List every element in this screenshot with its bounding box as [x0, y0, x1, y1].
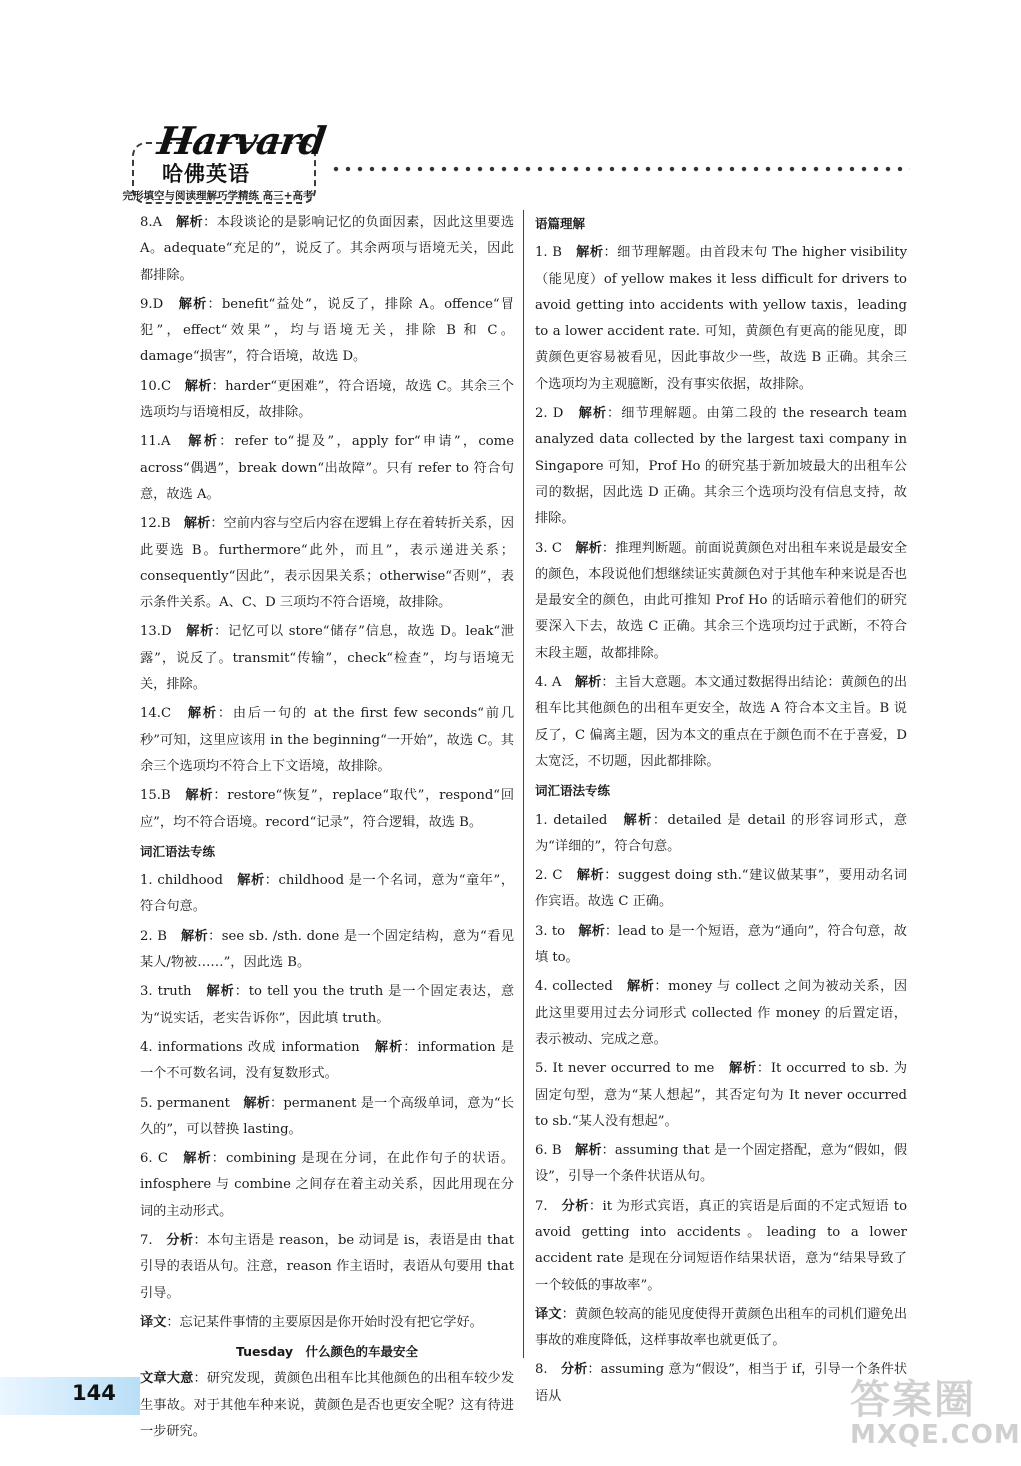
explanation-text: ：本句主语是 reason，be 动词是 is，表语是由 that 引导的表语从句。注意，reason 作主语时，表语从句要用 that 引导。: [140, 1232, 515, 1301]
answer-number: 4. collected: [535, 979, 613, 995]
explanation-text: ：主旨大意题。本文通过数据得出结论：黄颜色的出租车比其他颜色的出租车更安全，故选 A 符合本文主旨。B 说反了，C 偏离主题，因为本文的重点在于颜色而不在于喜爱，D 太宽泛，不切题，因此都排除。: [535, 675, 908, 769]
keyword-label: 解析: [188, 434, 220, 450]
answer-item: [535, 919, 907, 972]
keyword-label: 解析: [578, 923, 605, 939]
section-heading: 词汇语法专练: [140, 843, 216, 859]
explanation-text: ：to tell you the truth 是一个固定表达，意为“说实话，老实告诉你”，因此填 truth。: [140, 984, 515, 1026]
keyword-label: 译文: [535, 1306, 562, 1322]
explanation-text: ：see sb. /sth. done 是一个固定结构，意为“看见某人/物被……”，因此选 B。: [140, 928, 515, 971]
explanation-text: ：细节理解题。由首段末句 The higher visibility（能见度）of yellow makes it less difficult for drivers to avoid getting into accidents with yellow taxis，leading to a lower accident rate. 可知，黄颜色有更高的能见度，即黄颜色更容易被看见，因此事故少一些，故选 B 正确。其余三个选项均为主观臆断，没有事实依据，故排除。: [535, 245, 908, 392]
logo-subtitle: 完形填空与阅读理解巧学精练 高三+高考: [122, 190, 314, 202]
answer-item: [140, 292, 514, 371]
explanation-text: ：restore“恢复”，replace“取代”，respond“回应”，均不符合语境。record“记录”，符合逻辑，故选 B。: [140, 788, 515, 830]
answer-item: [140, 924, 514, 977]
keyword-label: 解析: [575, 540, 602, 556]
header-logo: [118, 118, 329, 204]
answer-number: 10.C: [140, 378, 172, 394]
answer-number: 13.D: [140, 624, 172, 640]
keyword-label: 解析: [626, 979, 655, 995]
answer-number: 2. D: [535, 406, 564, 422]
answer-item: [140, 210, 514, 289]
explanation-text: ：assuming that 是一个固定搭配，意为“假如，假设”，引导一个条件状语从句。: [535, 1143, 908, 1185]
keyword-label: 解析: [574, 675, 602, 691]
answer-item: [140, 619, 514, 698]
answer-item: [535, 1194, 907, 1299]
answer-item: [140, 511, 514, 616]
answer-number: 14.C: [140, 706, 172, 722]
answer-number: 8.: [535, 1362, 548, 1378]
explanation-text: ：information 是一个不可数名词，没有复数形式。: [140, 1039, 515, 1082]
explanation-text: ：it 为形式宾语，真正的宾语是后面的不定式短语 to avoid getting into accidents。leading to a lower accident rate 是现在分词短语作结果状语，意为“结果导致了一个较低的事故率”。: [535, 1198, 908, 1293]
keyword-label: 解析: [576, 868, 605, 884]
column-divider: [523, 210, 524, 1358]
answer-item: [140, 868, 514, 921]
watermark-logo: [850, 1368, 1021, 1458]
keyword-label: 解析: [243, 1095, 271, 1111]
explanation-text: ：lead to 是一个短语，意为“通向”，符合句意，故填 to。: [535, 923, 907, 966]
keyword-label: 分析: [561, 1198, 589, 1214]
answer-number: 2. B: [140, 928, 167, 944]
explanation-text: ：黄颜色较高的能见度使得开黄颜色出租车的司机们避免出事故的难度降低，这样事故率也就更低了。: [535, 1306, 908, 1349]
left-column: [140, 210, 514, 1448]
answer-item: [535, 670, 907, 775]
watermark-title: 答案圈: [850, 1377, 976, 1423]
explanation-text: ：本段谈论的是影响记忆的负面因素，因此这里要选 A。adequate“充足的”，说反了。其余两项与语境无关，因此都排除。: [140, 215, 515, 283]
logo-title: 哈佛英语: [162, 162, 250, 186]
answer-item: [140, 979, 514, 1032]
explanation-text: ：忘记某件事情的主要原因是你开始时没有把它学好。: [166, 1314, 483, 1330]
explanation-text: ：suggest doing sth.“建议做某事”，要用动名词作宾语。故选 C 正确。: [535, 868, 908, 910]
explanation-text: ：harder“更困难”，符合语境，故选 C。其余三个选项均与语境相反，故排除。: [140, 378, 514, 421]
explanation-text: ：推理判断题。前面说黄颜色对出租车来说是最安全的颜色，本段说他们想继续证实黄颜色对于其他车种来说是否也是最安全的颜色，由此可推知 Prof Ho 的话暗示着他们的研究要深入下去，故选 C 正确。其余三个选项均过于武断，不符合末段主题，故都排除。: [535, 540, 908, 661]
explanation-text: ：combining 是现在分词，在此作句子的状语。infosphere 与 combine 之间存在着主动关系，因此用现在分词的主动形式。: [140, 1151, 515, 1219]
section-heading: 词汇语法专练: [535, 783, 611, 799]
answer-number: 3. C: [535, 540, 562, 556]
explanation-text: ：detailed 是 detail 的形容词形式，意为“详细的”，符合句意。: [535, 812, 908, 854]
section-heading: 语篇理解: [535, 216, 586, 231]
answer-number: 15.B: [140, 788, 171, 804]
answer-number: 4. informations 改成 information: [140, 1039, 360, 1055]
keyword-label: 解析: [183, 1151, 212, 1167]
explanation-text: ：研究发现，黄颜色出租车比其他颜色的出租车较少发生事故。对于其他车种来说，黄颜色是否也更安全呢？这有待进一步研究。: [140, 1371, 515, 1440]
page-number-bar: [0, 1377, 140, 1415]
keyword-label: 分析: [166, 1232, 194, 1248]
answer-number: 6. B: [535, 1143, 562, 1159]
answer-number: 11.A: [140, 434, 171, 450]
answer-number: 5. It never occurred to me: [535, 1061, 715, 1077]
answer-number: 1. B: [535, 245, 562, 261]
keyword-label: 解析: [186, 624, 215, 640]
right-column: [535, 210, 907, 1413]
note-paragraph: [140, 1366, 514, 1445]
answer-item: [140, 429, 514, 508]
header-dotted-rule: [330, 164, 910, 174]
answer-item: [535, 1056, 907, 1135]
answer-number: 1. childhood: [140, 873, 223, 889]
answer-item: [535, 1138, 907, 1191]
keyword-label: 解析: [178, 296, 208, 312]
answer-number: 7.: [535, 1198, 548, 1214]
explanation-text: ：记忆可以 store“储存”信息，故选 D。leak“泄露”，说反了。transmit“传输”，check“检查”，均与语境无关，排除。: [140, 624, 515, 693]
explanation-text: ：细节理解题。由第二段的 the research team analyzed data collected by the largest taxi company in Singapore 可知，Prof Ho 的研究基于新加坡最大的出租车公司的数据，因此选 D 正确。其余三个选项均没有信息支持，故排除。: [535, 406, 907, 527]
explanation-text: ：benefit“益处”，说反了，排除 A。offence“冒犯”，effect“效果”，均与语境无关，排除 B 和 C。damage“损害”，符合语境，故选 D。: [140, 296, 515, 365]
keyword-label: 解析: [575, 1143, 602, 1159]
keyword-label: 解析: [184, 378, 212, 394]
answer-number: 2. C: [535, 868, 563, 884]
keyword-label: 解析: [576, 245, 604, 261]
keyword-label: 解析: [206, 984, 235, 1000]
answer-number: 1. detailed: [535, 812, 608, 828]
answer-item: [140, 1035, 514, 1088]
explanation-text: ：It occurred to sb. 为固定句型，意为“某人想起”，其否定句为 It never occurred to sb.“某人没有想起”。: [535, 1061, 908, 1129]
page-number: 144: [72, 1381, 116, 1405]
keyword-label: 解析: [185, 788, 214, 804]
answer-number: 6. C: [140, 1151, 168, 1167]
explanation-text: ：childhood 是一个名词，意为“童年”，符合句意。: [140, 873, 515, 915]
explanation-text: ：空前内容与空后内容在逻辑上存在着转折关系，因此要选 B。furthermore“此外，而且”，表示递进关系；consequently“因此”，表示因果关系；otherwise“否则”，表示条件关系。A、C、D 三项均不符合语境，故排除。: [140, 516, 515, 611]
answer-item: [535, 974, 907, 1053]
keyword-label: 解析: [176, 215, 204, 230]
keyword-label: 解析: [374, 1039, 404, 1055]
explanation-text: ：money 与 collect 之间为被动关系，因此这里要用过去分词形式 collected 作 money 的后置定语，表示被动、完成之意。: [535, 979, 907, 1047]
watermark-url: MXQE.COM: [850, 1420, 1021, 1450]
answer-item: [140, 374, 514, 427]
explanation-text: ：assuming 意为“假设”，相当于 if，引导一个条件状语从: [535, 1362, 908, 1404]
keyword-label: 解析: [578, 406, 608, 422]
keyword-label: 文章大意: [140, 1371, 194, 1387]
keyword-label: 解析: [180, 928, 209, 944]
answer-item: [140, 1091, 514, 1144]
keyword-label: 译文: [140, 1314, 167, 1330]
answer-number: 5. permanent: [140, 1095, 230, 1111]
answer-number: 4. A: [535, 675, 562, 691]
keyword-label: 分析: [560, 1362, 588, 1378]
keyword-label: 解析: [237, 873, 265, 889]
answer-item: [535, 240, 907, 398]
answer-item: [535, 863, 907, 916]
note-paragraph: [535, 1302, 907, 1355]
note-paragraph: [140, 1310, 514, 1336]
answer-item: [140, 783, 514, 836]
answer-number: 3. to: [535, 923, 566, 939]
answer-item: [140, 701, 514, 780]
explanation-text: ：refer to“提及”，apply for“申请”，come across“偶遇”，break down“出故障”。只有 refer to 符合句意，故选 A。: [140, 434, 514, 502]
answer-item: [140, 1228, 514, 1307]
answer-number: 9.D: [140, 296, 164, 312]
answer-item: [535, 808, 907, 861]
logo-script-text: Harvard: [154, 118, 329, 163]
answer-item: [140, 1146, 514, 1225]
explanation-text: ：permanent 是一个高级单词，意为“长久的”，可以替换 lasting。: [140, 1095, 514, 1137]
keyword-label: 解析: [623, 812, 653, 828]
explanation-text: ：由后一句的 at the first few seconds“前几秒”可知，这里应该用 in the beginning“一开始”，故选 C。其余三个选项均不符合上下文语境，故排除。: [140, 706, 515, 774]
answer-number: 12.B: [140, 516, 171, 532]
keyword-label: 解析: [183, 516, 211, 532]
answer-number: 7.: [140, 1232, 153, 1248]
answer-number: 8.A: [140, 215, 163, 230]
passage-title: Tuesday 什么颜色的车最安全: [235, 1344, 419, 1360]
answer-item: [535, 401, 907, 532]
answer-number: 3. truth: [140, 984, 192, 1000]
keyword-label: 解析: [729, 1061, 757, 1077]
answer-item: [535, 536, 907, 667]
keyword-label: 解析: [187, 706, 218, 722]
